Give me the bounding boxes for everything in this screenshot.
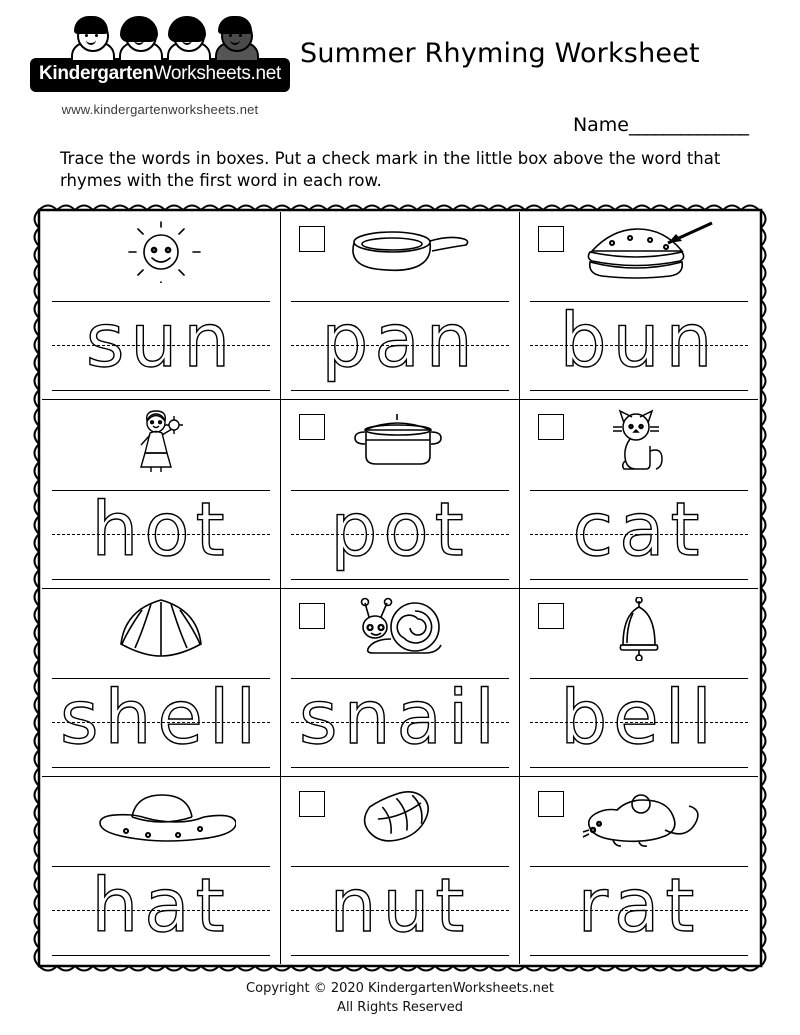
trace-word-snail[interactable]: snail [299,674,501,761]
sun-icon [42,220,280,284]
handwriting-lines [530,486,748,580]
logo-text-worksheets: Worksheets [153,63,251,84]
worksheet-grid [28,202,772,974]
kid-face-1 [68,16,114,62]
trace-word-rat[interactable]: rat [577,863,701,949]
trace-word-shell[interactable]: shell [59,674,263,761]
page-footer [0,980,800,1018]
trace-word-hat[interactable]: hat [91,863,231,949]
worksheet-cell-snail[interactable] [281,589,520,776]
worksheet-cell-bell[interactable] [520,589,758,776]
worksheet-cell-nut[interactable] [281,777,520,964]
seashell-icon [42,597,280,661]
worksheet-row [42,589,758,777]
burger-bun-icon [520,220,758,284]
rights-text: All Rights Reserved [337,999,463,1015]
handwriting-lines [52,674,270,768]
handwriting-lines [291,298,509,391]
peanut-icon [281,785,519,849]
copyright-text: Copyright © 2020 KindergartenWorksheets.net [246,981,554,996]
worksheet-cell-hat[interactable] [42,777,281,964]
worksheet-row [42,212,758,400]
handwriting-lines [291,863,509,956]
kid-face-4 [212,16,258,62]
trace-word-bun[interactable]: bun [559,298,719,385]
bell-icon [520,597,758,661]
trace-word-hot[interactable]: hot [91,486,231,573]
cat-icon [520,408,758,472]
name-label: Name [572,114,629,136]
kid-face-2 [116,16,162,62]
worksheet-row [42,400,758,588]
logo-text-kindergarten: Kindergarten [38,63,154,84]
trace-word-pot[interactable]: pot [330,486,470,573]
trace-word-cat[interactable]: cat [572,486,706,573]
pointer-arrow [668,223,712,243]
handwriting-lines [52,486,270,580]
handwriting-lines [530,674,748,768]
girl-with-flower-icon [42,408,280,472]
worksheet-row [42,777,758,964]
pan-icon [281,220,519,284]
logo-banner [30,58,290,92]
trace-word-sun[interactable]: sun [85,298,237,385]
worksheet-cell-sun[interactable] [42,212,281,399]
handwriting-lines [291,674,509,768]
worksheet-cell-pan[interactable] [281,212,520,399]
sun-hat-icon [42,785,280,849]
snail-icon [281,597,519,661]
site-url: www.kindergartenworksheets.net [61,102,259,117]
handwriting-lines [530,863,748,956]
handwriting-lines [52,298,270,391]
trace-word-pan[interactable]: pan [321,298,479,385]
name-field [573,114,748,136]
trace-word-bell[interactable]: bell [560,674,718,761]
logo-text-net: .net [250,63,282,84]
handwriting-lines [52,863,270,956]
page-title: Summer Rhyming Worksheet [300,38,700,69]
site-logo [30,16,290,117]
handwriting-lines [291,486,509,580]
name-blank-line[interactable]: ______________ [629,114,748,136]
worksheet-cell-shell[interactable] [42,589,281,776]
worksheet-cell-cat[interactable] [520,400,758,587]
worksheet-cell-pot[interactable] [281,400,520,587]
trace-word-nut[interactable]: nut [329,863,471,949]
cooking-pot-icon [281,408,519,472]
page-header [0,0,800,191]
worksheet-cell-bun[interactable] [520,212,758,399]
worksheet-cell-rat[interactable] [520,777,758,964]
handwriting-lines [530,298,748,391]
rat-icon [520,785,758,849]
kid-face-3 [164,16,210,62]
worksheet-cell-hot[interactable] [42,400,281,587]
kids-illustration [36,16,290,62]
instructions-text: Trace the words in boxes. Put a check mark in the little box above the word that rhymes with the first word in each row. [60,149,721,191]
